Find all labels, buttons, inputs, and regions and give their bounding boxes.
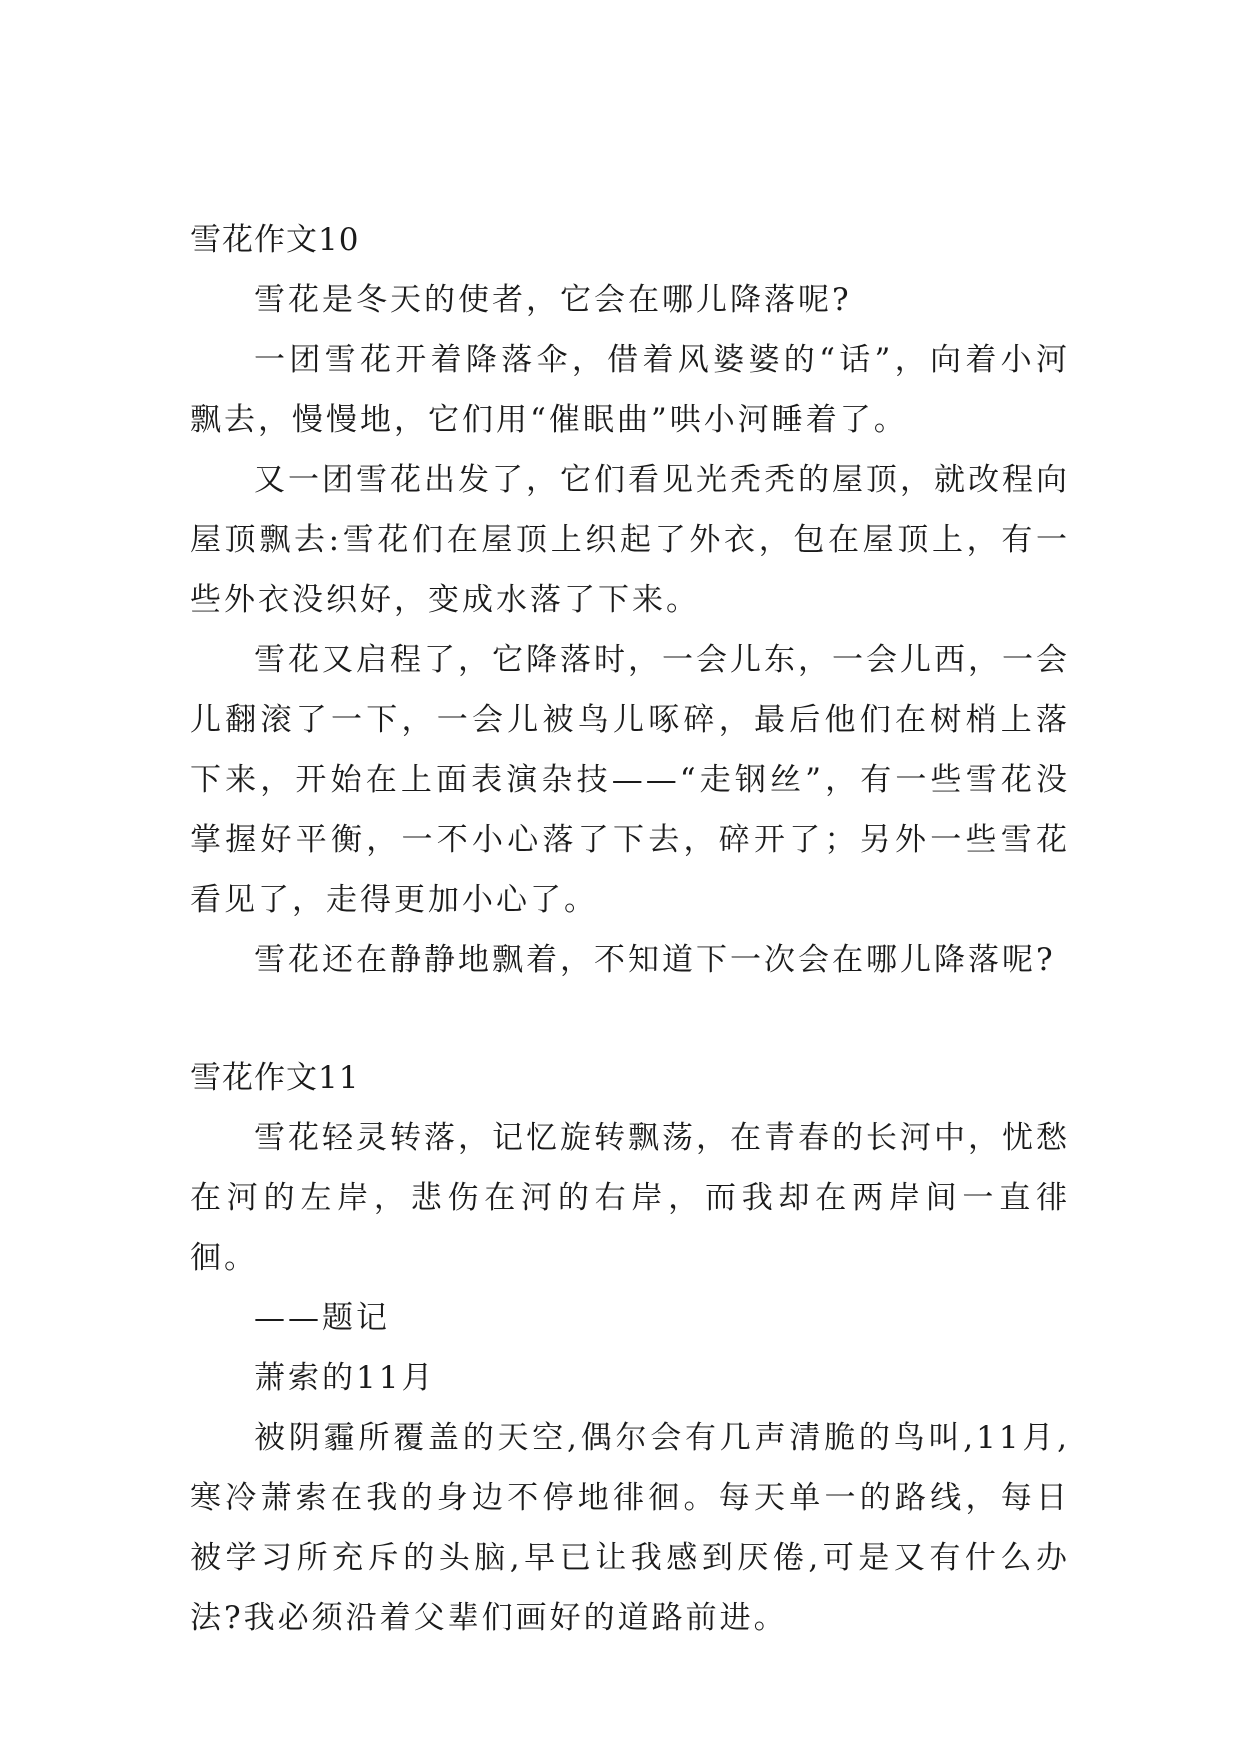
subheading: 萧索的11月 [254,1360,436,1396]
paragraph: 又一团雪花出发了，它们看见光秃秃的屋顶，就改程向屋顶飘去:雪花们在屋顶上织起了外衣，包在屋顶上，有一些外衣没织好，变成水落了下来。 [190,462,1070,618]
section-title-11: 雪花作文11 [190,1060,360,1096]
paragraph: 雪花又启程了，它降落时，一会儿东，一会儿西，一会儿翻滚了一下，一会儿被鸟儿啄碎，最后他们在树梢上落下来，开始在上面表演杂技——“走钢丝”，有一些雪花没掌握好平衡，一不小心落了下去，碎开了；另外一些雪花看见了，走得更加小心了。 [190,642,1070,918]
paragraph: 一团雪花开着降落伞，借着风婆婆的“话”，向着小河飘去，慢慢地，它们用“催眠曲”哄小河睡着了。 [190,342,1070,438]
epigraph-attribution: ——题记 [254,1300,390,1336]
paragraph: 被阴霾所覆盖的天空,偶尔会有几声清脆的鸟叫,11月,寒冷萧索在我的身边不停地徘徊。每天单一的路线，每日被学习所充斥的头脑,早已让我感到厌倦,可是又有什么办法?我必须沿着父辈们画好的道路前进。 [190,1420,1070,1636]
section-gap [190,990,1070,1048]
paragraph: 雪花还在静静地飘着，不知道下一次会在哪儿降落呢? [254,942,1056,978]
paragraph: 雪花是冬天的使者，它会在哪儿降落呢? [254,282,852,318]
paragraph: 雪花轻灵转落，记忆旋转飘荡，在青春的长河中，忧愁在河的左岸，悲伤在河的右岸，而我却在两岸间一直徘徊。 [190,1120,1070,1276]
section-title-10: 雪花作文10 [190,222,360,258]
document-page [190,210,1070,1648]
